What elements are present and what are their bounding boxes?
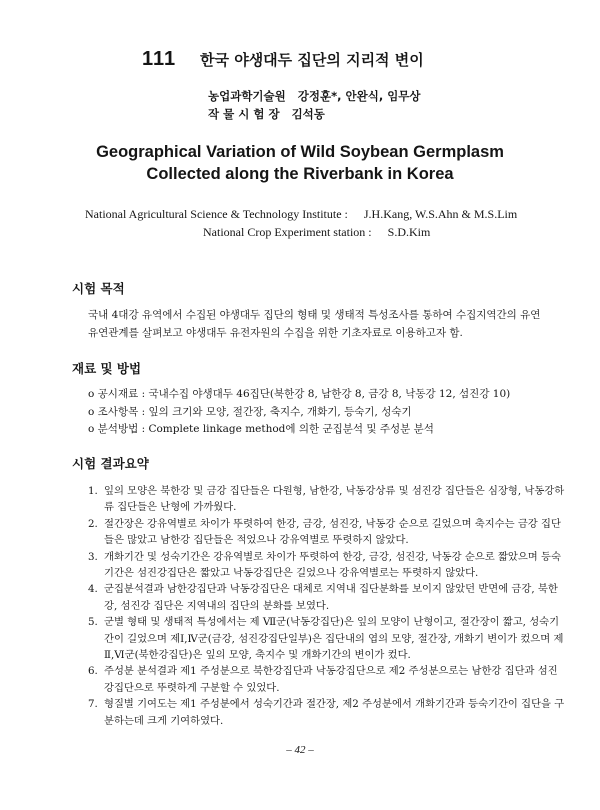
result-text: 형질별 기여도는 제1 주성분에서 성숙기간과 절간장, 제2 주성분에서 개화기간과 등숙기간이 집단을 구분하는데 크게 기여하였다. <box>104 698 565 727</box>
english-affiliation-2 <box>203 225 430 240</box>
institute-name: National Agricultural Science & Technology Institute : <box>85 207 348 221</box>
result-text: 군집분석결과 남한강집단과 낙동강집단은 대체로 지역내 집단분화를 보이지 않았던 반면에 금강, 북한강, 섬진강 집단은 지역내의 집단의 분화를 보였다. <box>104 583 558 612</box>
result-number: 1. <box>88 485 98 497</box>
methods-list <box>88 386 568 439</box>
result-item <box>88 516 566 549</box>
result-item <box>88 696 566 729</box>
result-number: 7. <box>88 698 98 711</box>
institute-authors: J.H.Kang, W.S.Ahn & M.S.Lim <box>363 207 518 221</box>
objective-line: 국내 4대강 유역에서 수집된 야생대두 집단의 형태 및 생태적 특성조사를 통하여 수집지역간의 유연 <box>88 309 541 321</box>
author-names: 김석동 <box>291 107 325 121</box>
result-number: 6. <box>88 665 98 678</box>
results-list <box>88 483 566 729</box>
abstract-number: 111 <box>142 48 177 70</box>
english-affiliation-1 <box>85 207 517 222</box>
methods-item: o 분석방법 : Complete linkage method에 의한 군집분석 및 주성분 분석 <box>88 423 434 435</box>
result-number: 2. <box>88 517 98 530</box>
result-item <box>88 614 566 663</box>
methods-item: o 공시재료 : 국내수집 야생대두 46집단(북한강 8, 남한강 8, 금강 8, 낙동강 12, 섬진강 10) <box>88 388 511 400</box>
result-text: 군별 형태 및 생태적 특성에서는 제 Ⅶ군(낙동강집단)은 잎의 모양이 난형이고, 절간장이 짧고, 성숙기간이 길었으며 제Ⅰ,Ⅳ군(금강, 섬진강집단일부)은 집단내의 엽의 모양, 절간장, 개화기 변이가 컸으며 제Ⅱ,Ⅵ군(북한강집단)은 잎의 모양, 축지수 및 개화기간의 변이가 컸다. <box>104 616 564 662</box>
result-text: 잎의 모양은 북한강 및 금강 집단들은 다원형, 남한강, 낙동강상류 및 섬진강 집단들은 심장형, 낙동강하류 집단들은 난형에 가까웠다. <box>104 485 565 514</box>
author-names: 강정훈*, 안완식, 임무상 <box>297 89 421 103</box>
institute-authors: S.D.Kim <box>387 225 431 239</box>
result-item <box>88 549 566 582</box>
author-affiliation: 작 물 시 험 장 <box>208 107 280 121</box>
author-line-1 <box>208 88 421 104</box>
section-heading-objective: 시험 목적 <box>72 281 125 296</box>
objective-line: 유연관계를 살펴보고 야생대두 유전자원의 수집을 위한 기초자료로 이용하고자 함. <box>88 326 463 339</box>
author-line-2 <box>208 106 325 122</box>
korean-title: 한국 야생대두 집단의 지리적 변이 <box>200 51 424 69</box>
english-title-line-2: Collected along the Riverbank in Korea <box>146 165 454 183</box>
page-number: – 42 – <box>286 744 314 756</box>
section-heading-methods: 재료 및 방법 <box>72 361 142 376</box>
result-number: 5. <box>88 616 98 629</box>
institute-name: National Crop Experiment station : <box>203 225 372 239</box>
result-text: 개화기간 및 성숙기간은 강유역별로 차이가 뚜렷하여 한강, 금강, 섬진강, 낙동강 순으로 짧았으며 등숙기간은 섬진강집단은 짧았고 낙동강집단은 길었으나 강유역별로는 뚜렷하지 않았다. <box>104 550 561 580</box>
section-heading-results: 시험 결과요약 <box>72 456 149 471</box>
result-number: 4. <box>88 583 98 596</box>
result-text: 절간장은 강유역별로 차이가 뚜렷하여 한강, 금강, 섬진강, 낙동강 순으로 길었으며 축지수는 금강 집단들은 많았고 남한강 집단들은 적었으나 강유역별로 뚜렷하지 않았다. <box>104 517 561 547</box>
objective-text <box>88 307 568 342</box>
result-item <box>88 663 566 696</box>
result-item <box>88 581 566 614</box>
methods-item: o 조사항목 : 잎의 크기와 모양, 절간장, 축지수, 개화기, 등숙기, 성숙기 <box>88 405 412 418</box>
english-title-line-1: Geographical Variation of Wild Soybean Germplasm <box>96 143 504 161</box>
result-text: 주성분 분석결과 제1 주성분으로 북한강집단과 낙동강집단으로 제2 주성분으로는 남한강 집단과 섬진강집단으로 뚜렷하게 구분할 수 있었다. <box>104 665 558 694</box>
result-number: 3. <box>88 550 98 563</box>
result-item <box>88 483 566 516</box>
author-affiliation: 농업과학기술원 <box>208 89 286 103</box>
